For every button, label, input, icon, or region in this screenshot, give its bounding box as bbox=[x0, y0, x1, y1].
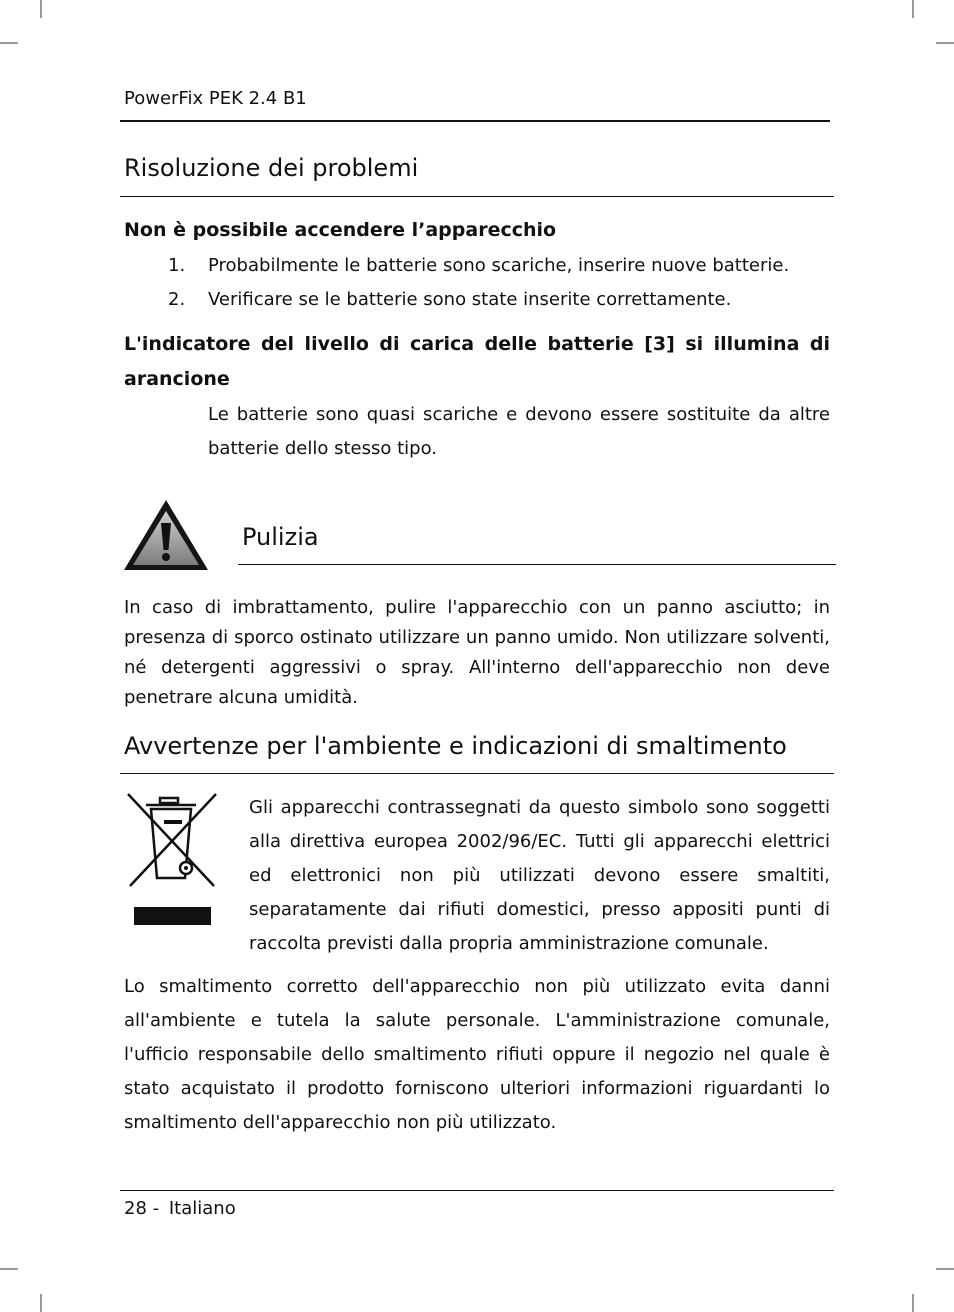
crop-mark bbox=[40, 1294, 42, 1312]
disposal-text: Lo smaltimento corretto dell'apparecchio non più utilizzato evita danni all'ambiente e tutela la salute personale. L'amministrazione comunale, l'ufficio responsabile dello smaltimento rifiuti oppure il negozio nel quale è stato acquistato il prodotto forniscono ulteriori informazioni riguardanti lo smaltimento dell'apparecchio non più utilizzato. bbox=[124, 976, 830, 1133]
issue-solution-text: Le batterie sono quasi scariche e devono essere sostituite da altre batterie dello stesso tipo. bbox=[208, 404, 830, 459]
disposal-heading: Avvertenze per l'ambiente e indicazioni di smaltimento bbox=[124, 732, 787, 760]
issue-solution-list bbox=[168, 249, 830, 317]
crop-mark bbox=[912, 0, 914, 18]
disposal-text: Gli apparecchi contrassegnati da questo simbolo sono soggetti alla direttiva europea 2002/96/EC. Tutti gli apparecchi elettrici ed elettronici non più utilizzati devono essere smaltiti, separatamente dai rifiuti domestici, presso appositi punti di raccolta previsti dalla propria amministrazione comunale. bbox=[249, 797, 830, 954]
list-item-number: 2. bbox=[168, 289, 186, 310]
footer-separator: - bbox=[152, 1198, 160, 1219]
crop-mark bbox=[0, 1268, 18, 1270]
document-header-title: PowerFix PEK 2.4 B1 bbox=[124, 88, 307, 109]
footer-language: Italiano bbox=[168, 1198, 236, 1219]
footer-rule bbox=[120, 1190, 834, 1191]
cleaning-text: In caso di imbrattamento, pulire l'apparecchio con un panno asciutto; in presenza di sporco ostinato utilizzare un panno umido. Non utilizzare solventi, né detergenti aggressivi o spray. All'interno dell'apparecchio non deve penetrare alcuna umidità. bbox=[124, 597, 830, 708]
crop-mark bbox=[912, 1294, 914, 1312]
section-rule bbox=[238, 564, 836, 565]
page-number: 28 bbox=[124, 1198, 147, 1219]
crop-mark bbox=[40, 0, 42, 18]
list-item bbox=[168, 283, 830, 317]
troubleshooting-heading: Risoluzione dei problemi bbox=[124, 154, 419, 182]
list-item-text: Probabilmente le batterie sono scariche, inserire nuove batterie. bbox=[208, 255, 790, 276]
crossed-bin-icon bbox=[124, 790, 220, 930]
crop-mark bbox=[936, 1268, 954, 1270]
section-rule bbox=[120, 196, 834, 197]
crop-mark bbox=[936, 42, 954, 44]
list-item bbox=[168, 249, 830, 283]
list-item-number: 1. bbox=[168, 255, 186, 276]
warning-triangle-icon bbox=[122, 498, 210, 572]
issue-title: L'indicatore del livello di carica delle batterie [3] si illumina di arancione bbox=[124, 333, 830, 390]
page-footer bbox=[124, 1198, 236, 1219]
list-item-text: Verificare se le batterie sono state inserite correttamente. bbox=[208, 289, 732, 310]
cleaning-heading: Pulizia bbox=[242, 523, 319, 551]
header-rule bbox=[120, 120, 830, 122]
section-rule bbox=[120, 773, 834, 774]
crop-mark bbox=[0, 42, 18, 44]
issue-title: Non è possibile accendere l’apparecchio bbox=[124, 219, 557, 241]
